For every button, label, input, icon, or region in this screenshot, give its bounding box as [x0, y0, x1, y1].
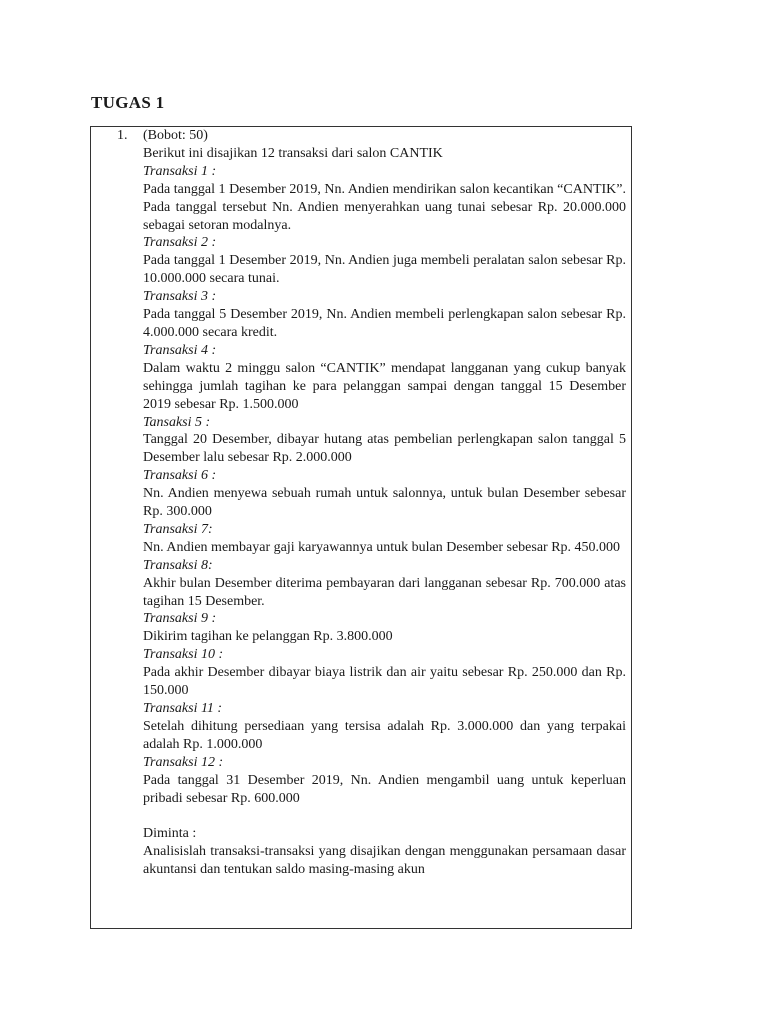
transaction-3-text: Pada tanggal 5 Desember 2019, Nn. Andien membeli perlengkapan salon sebesar Rp. 4.000.000 secara kredit. [143, 307, 626, 340]
transaction-1-label: Transaksi 1 : [143, 163, 217, 179]
transaction-11-label: Transaksi 11 : [143, 701, 223, 716]
transaction-11-text: Setelah dihitung persediaan yang tersisa adalah Rp. 3.000.000 dan yang terpakai adalah Rp. 1.000.000 [143, 718, 626, 752]
transaction-8-label: Transaksi 8: [143, 557, 213, 573]
transaction-9-label: Transaksi 9 : [143, 611, 217, 627]
intro-text: Berikut ini disajikan 12 transaksi dari salon CANTIK [143, 145, 443, 161]
transaction-4-label: Transaksi 4 : [143, 342, 217, 358]
transaction-6-label: Transaksi 6 : [143, 468, 217, 484]
spacer [143, 807, 626, 825]
bobot-text: (Bobot: 50) [143, 128, 208, 143]
transaction-4-text: Dalam waktu 2 minggu salon “CANTIK” mendapat langganan yang cukup banyak sehingga jumlah tagihan ke para pelanggan sampai dengan tanggal 15 Desember 2019 sebesar Rp. 1.500.000 [143, 360, 626, 412]
transaction-3-label: Transaksi 3 : [143, 289, 217, 305]
transaction-5-text: Tanggal 20 Desember, dibayar hutang atas pembelian perlengkapan salon tanggal 5 Desember lalu sebesar Rp. 2.000.000 [143, 432, 626, 466]
transaction-1-text: Pada tanggal 1 Desember 2019, Nn. Andien mendirikan salon kecantikan “CANTIK”. Pada tanggal tersebut Nn. Andien menyerahkan uang tunai sebesar Rp. 20.000.000 sebagai setoran modalnya. [143, 181, 626, 233]
diminta-text: Analisislah transaksi-transaksi yang disajikan dengan menggunakan persamaan dasar akuntansi dan tentukan saldo masing-masing akun [143, 844, 626, 878]
transaction-2-label: Transaksi 2 : [143, 235, 217, 251]
transaction-6-text: Nn. Andien menyewa sebuah rumah untuk salonnya, untuk bulan Desember sebesar Rp. 300.000 [143, 486, 626, 520]
transaction-8-text: Akhir bulan Desember diterima pembayaran dari langganan sebesar Rp. 700.000 atas tagihan 15 Desember. [143, 575, 626, 609]
assignment-content [143, 127, 626, 879]
transaction-12-label: Transaksi 12 : [143, 754, 224, 770]
transaction-5-label: Tansaksi 5 : [143, 414, 211, 430]
transaction-10-text: Pada akhir Desember dibayar biaya listrik dan air yaitu sebesar Rp. 250.000 dan Rp. 150.000 [143, 665, 626, 699]
transaction-2-text: Pada tanggal 1 Desember 2019, Nn. Andien juga membeli peralatan salon sebesar Rp. 10.000.000 secara tunai. [143, 253, 626, 287]
transaction-9-text: Dikirim tagihan ke pelanggan Rp. 3.800.000 [143, 629, 393, 645]
transaction-7-label: Transaksi 7: [143, 521, 213, 537]
item-number: 1. [117, 128, 128, 143]
transaction-7-text: Nn. Andien membayar gaji karyawannya untuk bulan Desember sebesar Rp. 450.000 [143, 539, 621, 555]
page-title: TUGAS 1 [91, 93, 165, 112]
diminta-label: Diminta : [143, 826, 197, 842]
transaction-10-label: Transaksi 10 : [143, 647, 224, 663]
transaction-12-text: Pada tanggal 31 Desember 2019, Nn. Andien mengambil uang untuk keperluan pribadi sebesar Rp. 600.000 [143, 772, 626, 806]
